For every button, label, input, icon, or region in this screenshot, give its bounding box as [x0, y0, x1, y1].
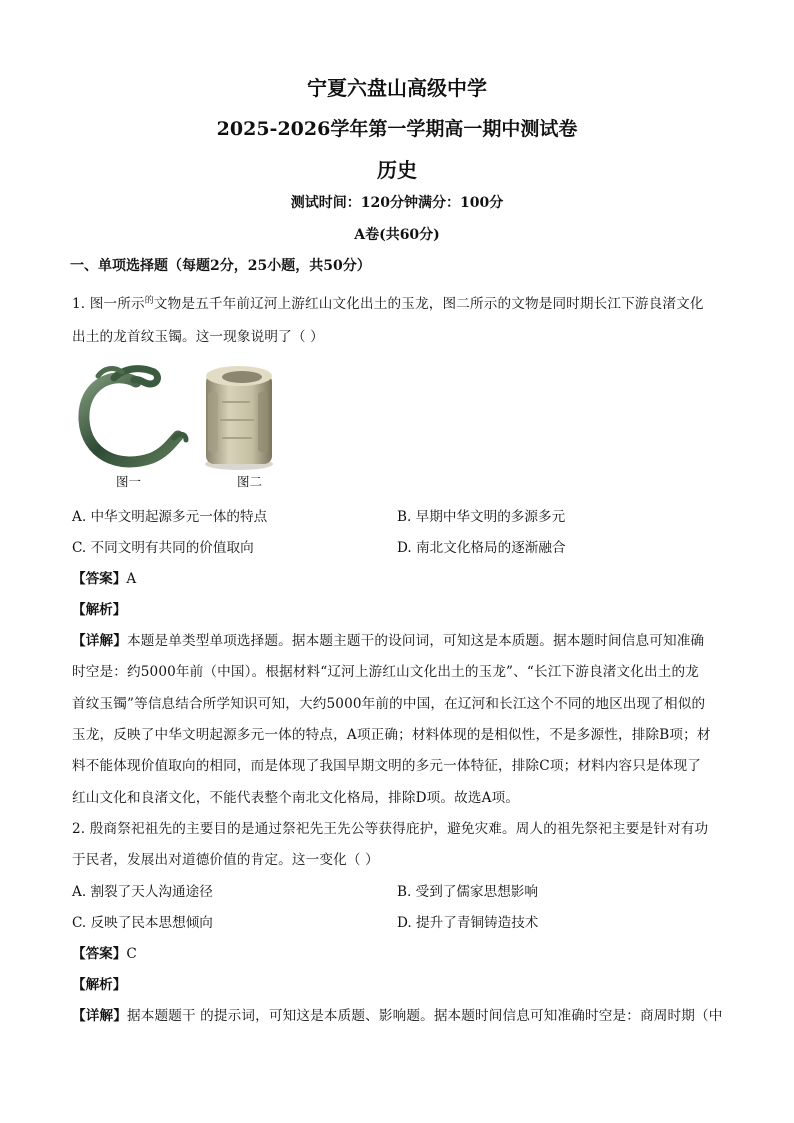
q1-detail-line5: 料不能体现价值取向的相同，而是体现了我国早期文明的多元一体特征，排除C项；材料内容只是体现了 — [72, 758, 702, 774]
q1-stem-pre: 1. 图一所示 — [72, 296, 145, 312]
q1-detail-line6: 红山文化和良渚文化，不能代表整个南北文化格局，排除D项。故选A项。 — [72, 790, 520, 806]
q1-stem-post: 文物是五千年前辽河上游红山文化出土的玉龙，图二所示的文物是同时期长江下游良渚文化 — [153, 296, 704, 312]
q2-answer-value: C — [126, 946, 137, 962]
q1-detail-label: 【详解】 — [72, 633, 127, 649]
jade-dragon-image — [74, 362, 274, 472]
q1-option-a: A. 中华文明起源多元一体的特点 — [72, 509, 268, 525]
q2-option-c: C. 反映了民本思想倾向 — [72, 915, 213, 931]
q1-option-d: D. 南北文化格局的逐渐融合 — [397, 540, 566, 556]
q2-detail-line1: 【详解】据本题题干 的提示词，可知这是本质题、影响题。据本题时间信息可知准确时空是：商周时期（中 — [72, 1008, 723, 1024]
q2-option-b: B. 受到了儒家思想影响 — [397, 884, 538, 900]
q2-answer-label: 【答案】 — [72, 946, 127, 962]
q1-analysis-label: 【解析】 — [72, 602, 127, 618]
jade-bracelet-image — [205, 366, 273, 470]
q2-stem-line1: 2. 殷商祭祀祖先的主要目的是通过祭祀先王先公等获得庇护，避免灾难。周人的祖先祭祀主要是针对有功 — [72, 821, 709, 837]
subject-title: 历史 — [377, 158, 417, 182]
part-title: A卷(共60分) — [354, 227, 440, 243]
school-title: 宁夏六盘山高级中学 — [307, 76, 487, 100]
q1-answer-label: 【答案】 — [72, 571, 127, 587]
q1-stem-sup: 的 — [144, 296, 154, 306]
q1-option-b: B. 早期中华文明的多源多元 — [397, 509, 566, 525]
q1-detail-line3: 首纹玉镯”等信息结合所学知识可知，大约5000年前的中国，在辽河和长江这个不同的地区出现了相似的 — [72, 696, 706, 712]
q2-analysis-label: 【解析】 — [72, 977, 127, 993]
q2-stem-line2: 于民者，发展出对道德价值的肯定。这一变化（ ） — [72, 852, 379, 868]
q1-option-c: C. 不同文明有共同的价值取向 — [72, 540, 254, 556]
q1-stem-line2: 出土的龙首纹玉镯。这一现象说明了（ ） — [72, 329, 324, 345]
time-info: 测试时间：120分钟满分：100分 — [290, 195, 504, 211]
q1-answer-value: A — [126, 571, 137, 587]
q2-option-a: A. 割裂了天人沟通途径 — [72, 884, 213, 900]
q1-fig1-caption: 图一 — [116, 474, 142, 489]
q1-answer — [72, 567, 136, 587]
q2-detail-label: 【详解】 — [72, 1008, 127, 1024]
exam-title: 2025-2026学年第一学期高一期中测试卷 — [216, 118, 578, 140]
q1-detail-line2: 时空是：约5000年前（中国）。根据材料“辽河上游红山文化出土的玉龙”、“长江下游良渚文化出土的龙 — [72, 664, 699, 680]
q1-detail-line4: 玉龙，反映了中华文明起源多元一体的特点，A项正确；材料体现的是相似性，不是多源性，排除B项；材 — [72, 727, 711, 743]
q1-fig2-caption: 图二 — [237, 474, 263, 489]
q1-detail-line1: 【详解】本题是单类型单项选择题。据本题主题干的设问词，可知这是本质题。据本题时间信息可知准确 — [72, 633, 705, 649]
q2-answer — [72, 942, 137, 962]
q2-option-d: D. 提升了青铜铸造技术 — [397, 915, 539, 931]
q1-stem-line1 — [72, 292, 704, 312]
section-title: 一、单项选择题（每题2分，25小题，共50分） — [70, 258, 371, 274]
